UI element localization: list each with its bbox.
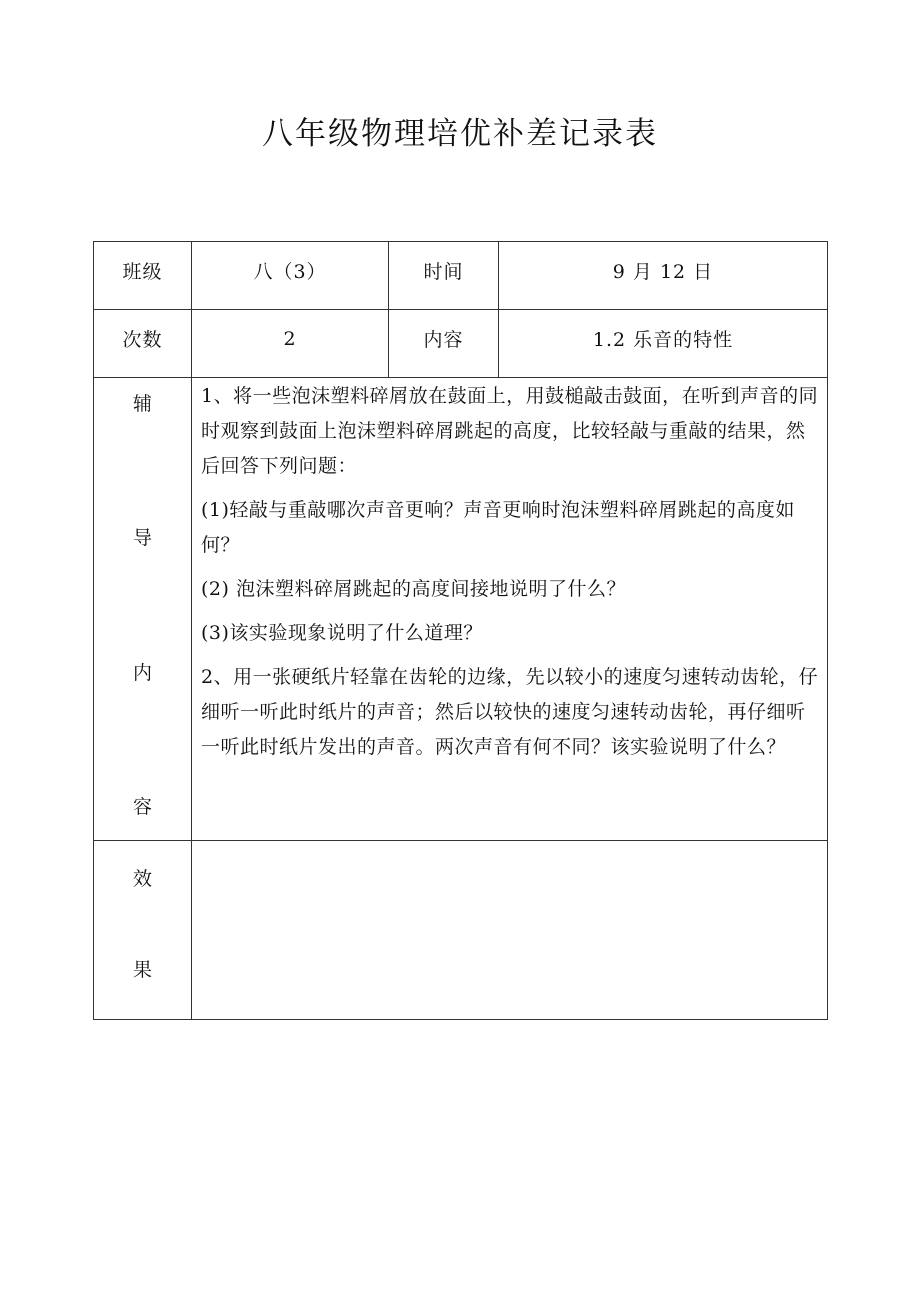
content-label-cell bbox=[389, 310, 499, 378]
effect-label-char: 果 bbox=[132, 959, 152, 981]
tutoring-paragraph: (3)该实验现象说明了什么道理？ bbox=[201, 622, 483, 644]
tutoring-paragraph: 2、用一张硬纸片轻靠在齿轮的边缘，先以较小的速度匀速转动齿轮，仔细听一听此时纸片的声音；然后以较快的速度匀速转动齿轮，再仔细听一听此时纸片发出的声音。两次声音有何不同？该实验说明了什么？ bbox=[201, 666, 819, 758]
tutoring-content-cell bbox=[192, 378, 828, 841]
class-value-cell bbox=[192, 242, 389, 310]
effect-label-char: 效 bbox=[132, 868, 152, 890]
count-value: 2 bbox=[283, 327, 297, 350]
class-value: 八（3） bbox=[253, 261, 327, 283]
tutoring-paragraph: 1、将一些泡沫塑料碎屑放在鼓面上，用鼓槌敲击鼓面，在听到声音的同时观察到鼓面上泡沫塑料碎屑跳起的高度，比较轻敲与重敲的结果，然后回答下列问题： bbox=[201, 385, 819, 477]
effect-row bbox=[94, 841, 828, 1020]
time-label: 时间 bbox=[423, 261, 464, 283]
effect-content-cell[interactable] bbox=[192, 841, 828, 1020]
count-label: 次数 bbox=[122, 329, 163, 351]
header-row-count-content bbox=[94, 310, 828, 378]
time-value-cell bbox=[499, 242, 828, 310]
tutoring-paragraph: (1)轻敲与重敲哪次声音更响？声音更响时泡沫塑料碎屑跳起的高度如何？ bbox=[201, 499, 795, 556]
tutoring-label-char: 导 bbox=[132, 527, 152, 549]
time-value: 9 月 12 日 bbox=[612, 261, 714, 283]
tutoring-label-char: 容 bbox=[132, 796, 152, 818]
content-value-cell bbox=[499, 310, 828, 378]
tutoring-label-cell bbox=[94, 378, 192, 841]
record-table bbox=[93, 241, 828, 1020]
class-label-cell bbox=[94, 242, 192, 310]
count-value-cell bbox=[192, 310, 389, 378]
effect-label-cell bbox=[94, 841, 192, 1020]
header-row-class-time bbox=[94, 242, 828, 310]
count-label-cell bbox=[94, 310, 192, 378]
content-value: 1.2 乐音的特性 bbox=[592, 329, 734, 351]
page-title: 八年级物理培优补差记录表 bbox=[262, 116, 658, 152]
tutoring-label-char: 辅 bbox=[132, 393, 152, 415]
tutoring-row bbox=[94, 378, 828, 841]
tutoring-label-char: 内 bbox=[132, 662, 152, 684]
class-label: 班级 bbox=[122, 261, 163, 283]
tutoring-paragraph: (2) 泡沫塑料碎屑跳起的高度间接地说明了什么？ bbox=[201, 578, 626, 600]
content-label: 内容 bbox=[423, 329, 464, 351]
time-label-cell bbox=[389, 242, 499, 310]
